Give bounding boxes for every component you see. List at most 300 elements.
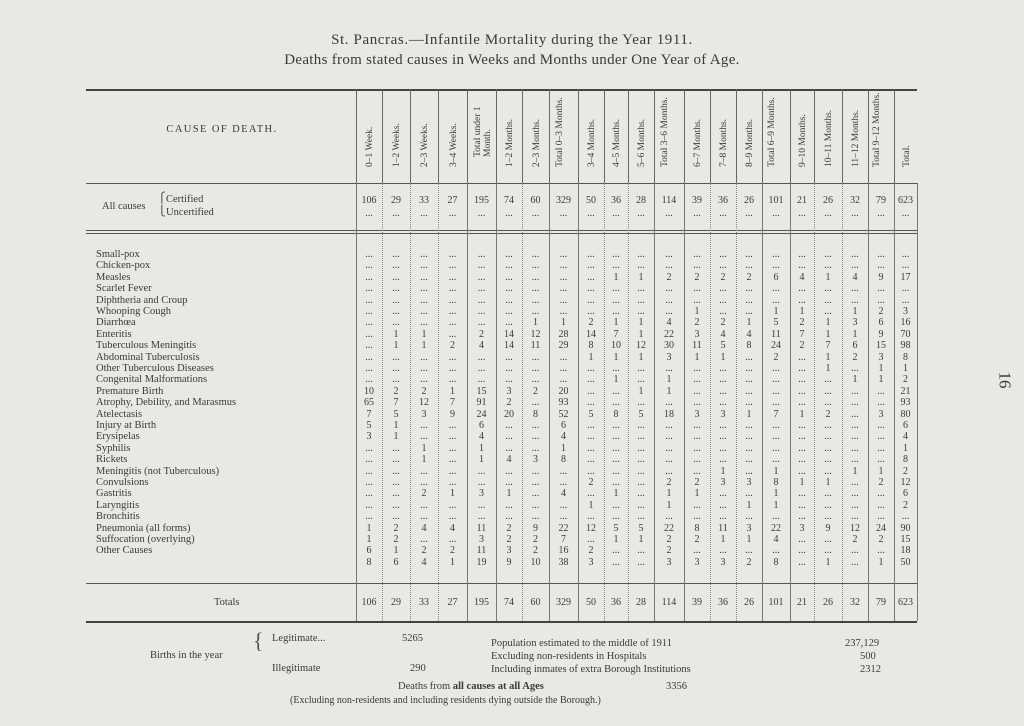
row-cell: 16 [900, 317, 911, 328]
row-cell: ... [365, 283, 373, 294]
row-cell: ... [824, 386, 832, 397]
row-cell: ... [851, 295, 859, 306]
row-cell: ... [587, 295, 595, 306]
row-cell: 1 [878, 363, 884, 374]
row-cell: ... [745, 397, 753, 408]
row-cell: ... [587, 363, 595, 374]
row-cell: 3 [533, 454, 538, 465]
certified-cell: 21 [797, 195, 807, 206]
row-cell: ... [420, 317, 428, 328]
row-cell: ... [745, 545, 753, 556]
legitimate-label: Legitimate... [272, 633, 326, 644]
row-cell: ... [420, 374, 428, 385]
uncertified-cell: ... [851, 208, 859, 219]
row-cell: ... [477, 317, 486, 328]
row-cell: ... [851, 363, 859, 374]
row-cell: ... [477, 511, 486, 522]
row-cell: ... [448, 295, 457, 306]
row-label: Suffocation (overlying) [96, 534, 195, 545]
row-cell: ... [612, 545, 620, 556]
row-cell: 12 [900, 477, 911, 488]
row-cell: ... [877, 260, 885, 271]
column-header [604, 89, 629, 183]
row-cell: ... [665, 431, 673, 442]
row-cell: 2 [421, 545, 427, 556]
table-bottom-rule [86, 621, 917, 623]
row-cell: ... [365, 272, 373, 283]
totals-cell: 26 [744, 597, 754, 608]
row-cell: ... [851, 488, 859, 499]
row-cell: 3 [720, 557, 726, 568]
row-cell: ... [531, 283, 540, 294]
row-cell: 7 [613, 329, 619, 340]
row-cell: ... [531, 477, 540, 488]
row-cell: ... [612, 283, 620, 294]
row-cell: ... [637, 443, 645, 454]
row-cell: 5 [393, 409, 399, 420]
row-cell: 1 [506, 488, 512, 499]
row-cell: ... [824, 295, 832, 306]
row-cell: ... [612, 295, 620, 306]
row-cell: 3 [506, 386, 512, 397]
row-cell: ... [392, 249, 400, 260]
row-cell: ... [798, 397, 806, 408]
row-cell: ... [665, 363, 673, 374]
uncertified-cell: ... [365, 208, 373, 219]
row-cell: ... [587, 454, 595, 465]
certified-cell: 28 [636, 195, 646, 206]
row-cell: 9 [506, 557, 512, 568]
row-cell: ... [587, 443, 595, 454]
row-cell: 6 [393, 557, 399, 568]
certified-cell: 50 [586, 195, 596, 206]
row-cell: ... [745, 283, 753, 294]
row-cell: 22 [558, 523, 569, 534]
row-cell: ... [877, 420, 885, 431]
row-cell: 3 [852, 317, 858, 328]
row-cell: 1 [694, 488, 700, 499]
row-cell: 1 [366, 534, 372, 545]
column-header [868, 89, 895, 183]
row-cell: ... [587, 431, 595, 442]
row-cell: ... [420, 363, 428, 374]
row-cell: ... [531, 500, 540, 511]
row-cell: 4 [450, 523, 455, 534]
births-label: Births in the year [150, 650, 223, 661]
uncertified-cell: ... [448, 208, 457, 219]
row-cell: ... [877, 500, 885, 511]
row-cell: ... [665, 511, 673, 522]
row-cell: 6 [852, 340, 858, 351]
row-cell: 1 [450, 386, 455, 397]
row-cell: ... [365, 295, 373, 306]
row-cell: 8 [773, 477, 779, 488]
totals-cell: 79 [876, 597, 886, 608]
totals-cell: 32 [850, 597, 860, 608]
population-value: 237,129 [845, 638, 880, 649]
row-cell: ... [420, 511, 428, 522]
row-cell: 1 [852, 466, 858, 477]
row-cell: 5 [638, 523, 644, 534]
row-cell: ... [665, 454, 673, 465]
row-cell: 2 [393, 534, 399, 545]
row-cell: ... [665, 260, 673, 271]
certified-cell: 36 [718, 195, 728, 206]
column-header [654, 89, 685, 183]
row-cell: ... [637, 545, 645, 556]
row-cell: 1 [421, 454, 427, 465]
row-cell: 24 [876, 523, 886, 534]
row-cell: 1 [825, 352, 831, 363]
row-cell: 91 [476, 397, 487, 408]
row-label: Diphtheria and Croup [96, 295, 188, 306]
row-cell: ... [559, 374, 568, 385]
row-label: Convulsions [96, 477, 149, 488]
row-cell: 12 [530, 329, 541, 340]
row-cell: 4 [720, 329, 726, 340]
row-cell: 1 [613, 534, 619, 545]
row-cell: ... [612, 431, 620, 442]
row-cell: ... [531, 488, 540, 499]
row-cell: 6 [903, 488, 908, 499]
row-cell: ... [851, 420, 859, 431]
row-cell: ... [693, 249, 701, 260]
row-label: Injury at Birth [96, 420, 157, 431]
row-cell: 1 [638, 386, 644, 397]
column-header-label: 6–7 Months. [693, 118, 703, 167]
row-cell: ... [637, 374, 645, 385]
row-cell: ... [477, 477, 486, 488]
row-cell: ... [505, 295, 513, 306]
row-cell: 6 [366, 545, 372, 556]
row-cell: ... [365, 340, 373, 351]
row-cell: ... [637, 295, 645, 306]
row-cell: 2 [694, 477, 700, 488]
row-cell: ... [559, 477, 568, 488]
certified-cell: 114 [661, 195, 677, 206]
column-header-label: Total 9–12 Months. [872, 92, 882, 167]
totals-cell: 33 [419, 597, 429, 608]
row-cell: ... [531, 374, 540, 385]
row-cell: ... [392, 363, 400, 374]
row-cell: ... [365, 511, 373, 522]
row-cell: 3 [694, 409, 700, 420]
illegitimate-label: Illegitimate [272, 663, 321, 674]
row-cell: 1 [720, 352, 726, 363]
totals-cell: 39 [692, 597, 702, 608]
row-cell: 2 [421, 386, 427, 397]
row-cell: 98 [900, 340, 911, 351]
row-cell: ... [420, 260, 428, 271]
row-cell: ... [505, 283, 513, 294]
row-cell: ... [798, 374, 806, 385]
row-cell: ... [824, 283, 832, 294]
row-cell: 18 [900, 545, 911, 556]
row-cell: 8 [561, 454, 566, 465]
row-cell: ... [901, 249, 910, 260]
row-cell: 4 [666, 317, 672, 328]
row-cell: ... [772, 431, 780, 442]
row-label: Other Tuberculous Diseases [96, 363, 214, 374]
row-cell: 1 [638, 352, 644, 363]
row-cell: 5 [366, 420, 372, 431]
row-cell: ... [693, 295, 701, 306]
row-cell: 8 [903, 454, 908, 465]
all-causes-bottom-rule-2 [86, 233, 917, 234]
row-cell: 3 [366, 431, 372, 442]
row-cell: ... [745, 352, 753, 363]
row-cell: 1 [694, 352, 700, 363]
row-cell: 1 [799, 409, 805, 420]
row-cell: 4 [773, 534, 779, 545]
column-header [467, 89, 497, 183]
certified-cell: 195 [474, 195, 489, 206]
row-cell: 4 [561, 488, 566, 499]
uncertified-cell: ... [559, 208, 568, 219]
row-cell: ... [637, 431, 645, 442]
row-cell: 4 [561, 431, 566, 442]
row-cell: 4 [479, 340, 484, 351]
row-cell: ... [798, 420, 806, 431]
row-cell: 1 [666, 374, 672, 385]
row-cell: ... [531, 431, 540, 442]
row-cell: 1 [533, 317, 538, 328]
row-cell: 4 [852, 272, 858, 283]
row-cell: ... [798, 283, 806, 294]
row-cell: ... [798, 454, 806, 465]
row-cell: ... [612, 420, 620, 431]
row-cell: ... [798, 466, 806, 477]
row-cell: 24 [771, 340, 781, 351]
uncertified-cell: ... [637, 208, 645, 219]
row-cell: ... [505, 511, 513, 522]
row-cell: 30 [664, 340, 674, 351]
uncertified-cell: ... [719, 208, 727, 219]
row-cell: ... [877, 454, 885, 465]
row-cell: ... [693, 500, 701, 511]
totals-cell: 50 [586, 597, 596, 608]
row-cell: ... [612, 477, 620, 488]
row-cell: 3 [694, 329, 700, 340]
row-cell: ... [665, 249, 673, 260]
row-cell: ... [365, 488, 373, 499]
row-cell: 24 [476, 409, 487, 420]
row-cell: 1 [393, 431, 399, 442]
row-cell: ... [448, 500, 457, 511]
certified-cell: 32 [850, 195, 860, 206]
row-cell: 9 [878, 329, 884, 340]
row-cell: ... [587, 511, 595, 522]
row-cell: ... [693, 431, 701, 442]
row-cell: 1 [825, 329, 831, 340]
row-cell: 3 [479, 488, 484, 499]
row-cell: 1 [393, 329, 399, 340]
row-cell: 12 [850, 523, 860, 534]
totals-cell: 36 [718, 597, 728, 608]
row-cell: ... [798, 431, 806, 442]
row-cell: 8 [533, 409, 538, 420]
column-header [814, 89, 843, 183]
row-cell: ... [798, 488, 806, 499]
totals-top-rule [86, 583, 917, 584]
row-cell: ... [477, 374, 486, 385]
row-cell: 2 [393, 386, 399, 397]
row-cell: ... [772, 386, 780, 397]
row-cell: ... [559, 511, 568, 522]
row-cell: ... [798, 443, 806, 454]
row-cell: ... [531, 306, 540, 317]
row-cell: ... [612, 306, 620, 317]
row-cell: 6 [903, 420, 908, 431]
uncertified-cell: ... [420, 208, 428, 219]
totals-cell: 36 [611, 597, 621, 608]
row-cell: ... [824, 500, 832, 511]
row-cell: 1 [773, 500, 779, 511]
row-cell: ... [587, 420, 595, 431]
row-cell: ... [772, 397, 780, 408]
row-cell: ... [477, 283, 486, 294]
row-cell: 1 [878, 466, 884, 477]
row-cell: ... [693, 466, 701, 477]
row-cell: ... [448, 511, 457, 522]
row-cell: 7 [561, 534, 566, 545]
row-cell: 1 [588, 352, 594, 363]
row-cell: ... [693, 363, 701, 374]
row-cell: ... [505, 317, 513, 328]
row-cell: ... [824, 443, 832, 454]
row-cell: 1 [903, 363, 908, 374]
uncertified-cell: ... [587, 208, 595, 219]
row-cell: ... [772, 283, 780, 294]
totals-cell: 195 [474, 597, 489, 608]
row-cell: ... [448, 363, 457, 374]
row-cell: 7 [773, 409, 779, 420]
uncertified-cell: ... [665, 208, 673, 219]
uncertified-cell: ... [798, 208, 806, 219]
row-label: Scarlet Fever [96, 283, 152, 294]
row-cell: ... [851, 431, 859, 442]
column-header-label: Total under 1 Month. [472, 106, 493, 157]
row-cell: ... [420, 295, 428, 306]
row-cell: 1 [666, 386, 672, 397]
row-cell: ... [719, 545, 727, 556]
row-cell: ... [559, 466, 568, 477]
row-cell: ... [365, 260, 373, 271]
row-cell: ... [365, 466, 373, 477]
row-cell: 5 [720, 340, 726, 351]
column-header [522, 89, 550, 183]
row-cell: 1 [613, 352, 619, 363]
uncertified-cell: ... [392, 208, 400, 219]
row-cell: 2 [746, 557, 752, 568]
row-cell: ... [772, 363, 780, 374]
row-cell: 3 [720, 477, 726, 488]
column-header-label: 3–4 Months. [587, 118, 597, 167]
row-cell: 2 [903, 466, 908, 477]
column-header-label: Total 0–3 Months. [554, 97, 565, 167]
row-cell: 29 [558, 340, 569, 351]
row-cell: ... [531, 295, 540, 306]
row-cell: 2 [506, 523, 512, 534]
row-cell: ... [851, 545, 859, 556]
row-cell: ... [877, 397, 885, 408]
row-cell: ... [772, 249, 780, 260]
uncertified-cell: ... [772, 208, 780, 219]
row-cell: ... [420, 477, 428, 488]
row-cell: 2 [746, 272, 752, 283]
row-cell: ... [448, 283, 457, 294]
row-cell: 90 [900, 523, 911, 534]
column-header [628, 89, 655, 183]
uncertified-cell: ... [477, 208, 486, 219]
row-cell: 11 [771, 329, 781, 340]
row-cell: 6 [773, 272, 779, 283]
row-cell: ... [612, 363, 620, 374]
row-cell: ... [392, 260, 400, 271]
row-cell: ... [877, 386, 885, 397]
row-cell: 7 [366, 409, 372, 420]
row-cell: ... [719, 488, 727, 499]
row-cell: ... [612, 500, 620, 511]
row-cell: ... [477, 500, 486, 511]
row-cell: 1 [799, 477, 805, 488]
row-cell: 1 [588, 500, 594, 511]
row-cell: 10 [364, 386, 374, 397]
row-cell: ... [365, 249, 373, 260]
row-cell: ... [505, 306, 513, 317]
row-cell: 1 [450, 557, 455, 568]
all-causes-bottom-rule [86, 230, 917, 231]
row-cell: ... [392, 295, 400, 306]
row-cell: 3 [799, 523, 805, 534]
row-cell: ... [477, 352, 486, 363]
row-cell: 2 [666, 545, 672, 556]
row-cell: 2 [393, 523, 399, 534]
totals-cell: 27 [447, 597, 458, 608]
row-cell: 11 [530, 340, 541, 351]
row-cell: ... [559, 260, 568, 271]
row-label: Whooping Cough [96, 306, 171, 317]
row-cell: ... [772, 443, 780, 454]
row-cell: ... [637, 420, 645, 431]
cause-of-death-header: CAUSE OF DEATH. [166, 124, 278, 135]
row-cell: ... [693, 374, 701, 385]
row-cell: ... [477, 249, 486, 260]
row-cell: ... [448, 329, 457, 340]
totals-cell: 101 [768, 597, 784, 608]
row-cell: ... [612, 260, 620, 271]
row-cell: 5 [613, 523, 619, 534]
row-cell: ... [637, 557, 645, 568]
row-cell: ... [587, 488, 595, 499]
column-header [894, 89, 918, 183]
certified-cell: 79 [876, 195, 886, 206]
totals-cell: 26 [823, 597, 833, 608]
row-cell: 4 [903, 431, 908, 442]
row-cell: ... [745, 363, 753, 374]
row-cell: 1 [561, 443, 566, 454]
row-cell: ... [851, 477, 859, 488]
row-cell: ... [477, 272, 486, 283]
row-cell: 9 [533, 523, 538, 534]
row-cell: ... [365, 329, 373, 340]
row-cell: ... [531, 397, 540, 408]
column-header-label: 1–2 Months. [505, 118, 515, 167]
row-cell: 2 [588, 317, 594, 328]
column-header [842, 89, 869, 183]
row-cell: 3 [666, 557, 672, 568]
row-cell: 1 [773, 466, 779, 477]
